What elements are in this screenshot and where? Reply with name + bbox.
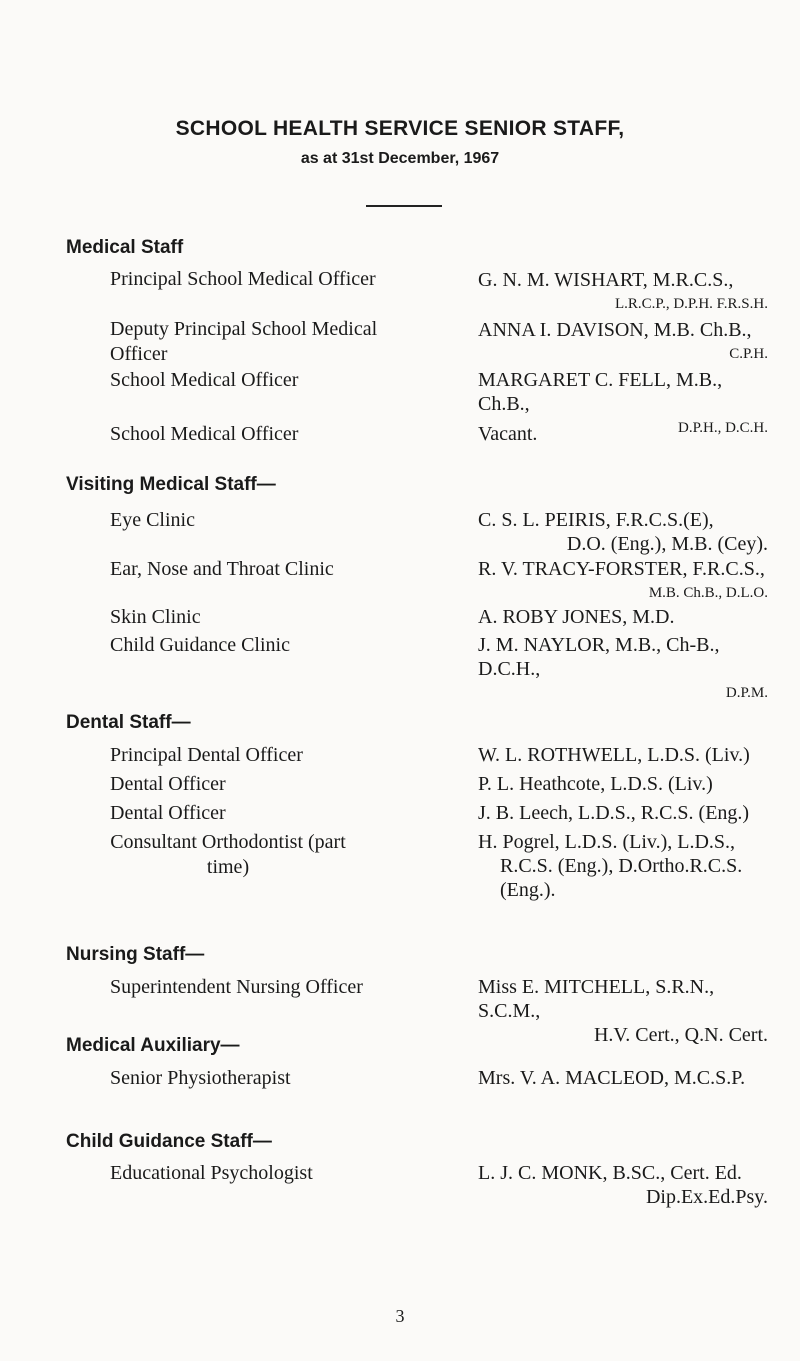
section-heading-visiting-medical-staff: Visiting Medical Staff— [66,474,276,495]
section-heading-dental-staff: Dental Staff— [66,712,191,733]
staff-name: J. B. Leech, L.D.S., R.C.S. (Eng.) [478,802,750,824]
role-label: Child Guidance Clinic [110,634,290,656]
staff-name: Vacant. [478,423,538,445]
role-label: Superintendent Nursing Officer [110,976,363,998]
role-label: Senior Physiotherapist [110,1067,291,1089]
page-number: 3 [395,1306,405,1326]
staff-name: MARGARET C. FELL, M.B., Ch.B., D.P.H., D.C.H. [478,369,768,436]
section-heading-medical-staff: Medical Staff [66,237,184,258]
section-heading-child-guidance-staff: Child Guidance Staff— [66,1131,272,1152]
page-title: SCHOOL HEALTH SERVICE SENIOR STAFF, [175,117,625,140]
staff-name: P. L. Heathcote, L.D.S. (Liv.) [478,773,713,795]
role-label: Skin Clinic [110,606,201,628]
staff-name: ANNA I. DAVISON, M.B. Ch.B., C.P.H. [478,319,768,362]
staff-name: H. Pogrel, L.D.S. (Liv.), L.D.S., R.C.S. (Eng.), D.Ortho.R.C.S. (Eng.). [478,831,743,901]
staff-name: R. V. TRACY-FORSTER, F.R.C.S., M.B. Ch.B., D.L.O. [478,558,768,601]
role-label: Principal School Medical Officer [110,268,376,290]
staff-name: W. L. ROTHWELL, L.D.S. (Liv.) [478,744,750,766]
section-heading-nursing-staff: Nursing Staff— [66,944,205,965]
staff-name: Mrs. V. A. MACLEOD, M.C.S.P. [478,1067,746,1089]
role-label: Dental Officer [110,773,226,795]
staff-name: A. ROBY JONES, M.D. [478,606,675,628]
staff-name: G. N. M. WISHART, M.R.C.S., L.R.C.P., D.P.H. F.R.S.H. [478,269,768,312]
role-label: Ear, Nose and Throat Clinic [110,558,334,580]
page-subtitle: as at 31st December, 1967 [300,150,500,167]
staff-name: J. M. NAYLOR, M.B., Ch-B., D.C.H., D.P.M. [478,634,768,701]
role-label: School Medical Officer [110,423,299,445]
staff-name: C. S. L. PEIRIS, F.R.C.S.(E), D.O. (Eng.), M.B. (Cey). [478,509,768,555]
section-heading-medical-auxiliary: Medical Auxiliary— [66,1035,240,1056]
role-label: Deputy Principal School Medical Officer [110,318,378,365]
role-label: Dental Officer [110,802,226,824]
role-label: School Medical Officer [110,369,299,391]
role-label: Educational Psychologist [110,1162,313,1184]
staff-name: L. J. C. MONK, B.SC., Cert. Ed. Dip.Ex.Ed.Psy. [478,1162,768,1208]
role-label: Consultant Orthodontist (part time) [110,831,346,878]
staff-name: Miss E. MITCHELL, S.R.N., S.C.M., H.V. Cert., Q.N. Cert. [478,976,768,1046]
divider-rule [366,205,442,207]
role-label: Eye Clinic [110,509,195,531]
role-label: Principal Dental Officer [110,744,303,766]
